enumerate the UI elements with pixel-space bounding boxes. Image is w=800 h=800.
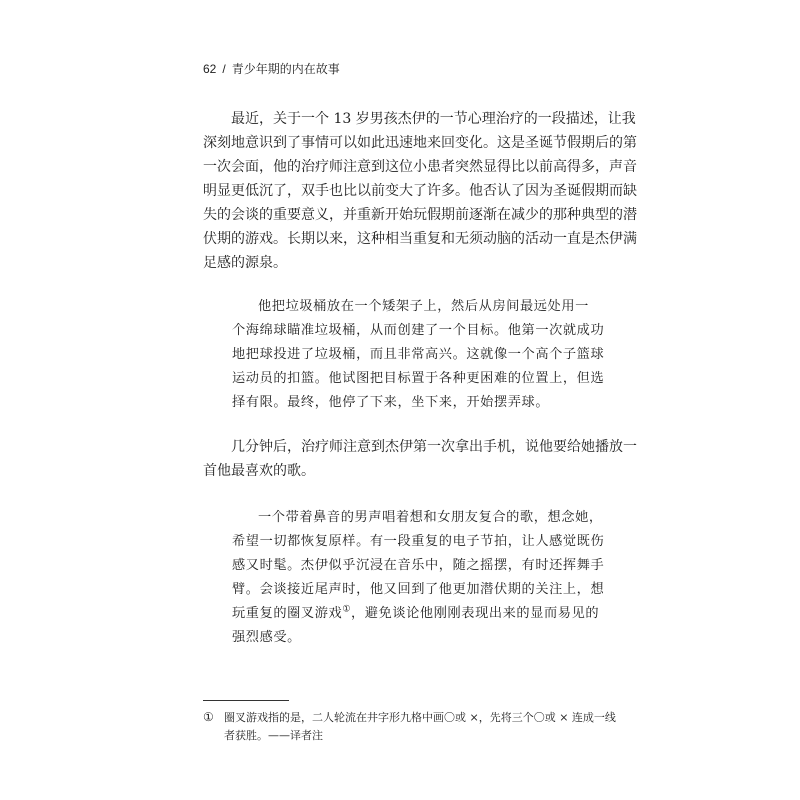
footnote-marker: ① [203, 710, 214, 724]
quote-text: 玩重复的圈叉游戏 [232, 606, 343, 621]
quote-line: 一个带着鼻音的男声唱着想和女朋友复合的歌，想念她， [258, 510, 603, 525]
quote-line: 个海绵球瞄准垃圾桶，从而创建了一个目标。他第一次就成功 [232, 323, 605, 338]
footnote-divider [203, 700, 289, 701]
quote-line: 臂。会谈接近尾声时，他又回到了他更加潜伏期的关注上，想 [232, 582, 605, 597]
paragraph-line: 最近，关于一个 13 岁男孩杰伊的一节心理治疗的一段描述，让我 [231, 111, 636, 127]
quote-line: 希望一切都恢复原样。有一段重复的电子节拍，让人感觉既伤 [232, 534, 605, 549]
header-separator: / [222, 62, 226, 76]
quote-line: 运动员的扣篮。他试图把目标置于各种更困难的位置上，但选 [232, 371, 605, 386]
running-header [203, 60, 340, 78]
running-title: 青少年期的内在故事 [231, 62, 340, 76]
footnote-line: 者获胜。——译者注 [224, 729, 323, 742]
quote-line [232, 604, 599, 624]
paragraph-line: 深刻地意识到了事情可以如此迅速地来回变化。这是圣诞节假期后的第 [203, 135, 637, 151]
quote-line: 感又时髦。杰伊似乎沉浸在音乐中，随之摇摆，有时还挥舞手 [232, 558, 605, 573]
paragraph-line: 明显更低沉了，双手也比以前变大了许多。他否认了因为圣诞假期而缺 [203, 183, 637, 199]
quote-line: 强烈感受。 [232, 630, 301, 645]
quote-line: 他把垃圾桶放在一个矮架子上，然后从房间最远处用一 [258, 299, 589, 314]
quote-text: ，避免谈论他刚刚表现出来的显而易见的 [350, 606, 600, 621]
footnote-reference[interactable]: ① [342, 604, 351, 615]
paragraph-line: 几分钟后，治疗师注意到杰伊第一次拿出手机，说他要给她播放一 [231, 439, 637, 455]
paragraph-line: 一次会面，他的治疗师注意到这位小患者突然显得比以前高得多，声音 [203, 159, 637, 175]
paragraph-line: 首他最喜欢的歌。 [203, 463, 315, 479]
quote-line: 地把球投进了垃圾桶，而且非常高兴。这就像一个高个子篮球 [232, 347, 605, 362]
page-number: 62 [203, 62, 217, 76]
paragraph-line: 失的会谈的重要意义，并重新开始玩假期前逐渐在减少的那种典型的潜 [203, 207, 637, 223]
footnote-line: 圈叉游戏指的是，二人轮流在井字形九格中画〇或 ×，先将三个〇或 × 连成一线 [224, 711, 616, 724]
quote-line: 择有限。最终，他停了下来，坐下来，开始摆弄球。 [232, 395, 550, 410]
paragraph-line: 足感的源泉。 [203, 255, 287, 271]
paragraph-line: 伏期的游戏。长期以来，这种相当重复和无须动脑的活动一直是杰伊满 [203, 231, 637, 247]
